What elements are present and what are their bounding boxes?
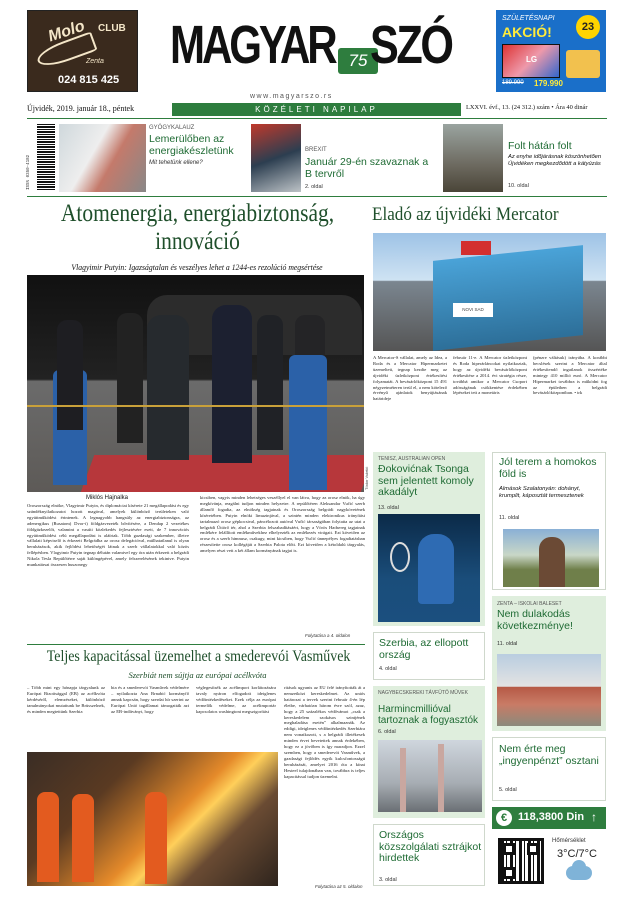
teaser1-sub: Mit tehetünk ellene? xyxy=(149,160,203,166)
person-putin xyxy=(147,315,189,460)
mercator-col3: (pénzre váltásuk) irányába. A korábbi becslések szerint a Mercator által értékesítendő ingatlanok összértéke mintegy 410 millió euró. A Mercator Hipermarket továbbra is működni fog az épületben a belgrádi bevásárlóközpontban. • trk xyxy=(533,355,607,396)
vasmu-subtitle: Szerbiát nem sújtja az európai acélkvóta xyxy=(128,670,267,680)
ad-molo-name2: CLUB xyxy=(98,23,126,34)
teaser3-sub: Az enyhe időjárásnak köszönhetően Újvidéken megkezdődött a kátyúzás xyxy=(508,154,602,167)
lead-body-col1: Oroszország elnöke, Vlagyimir Putyin, és diplomáciai kísérete 21 megállapodást és egy szándéknyilatkozatot hozott magával, amelyek különböző területeken való együttműködést érintenek. A legnagyobb hangsúly az energiabiztonságra, az adenergikus (Rusatom) Dvor-i) földgázvezeték bővítésére, a Dendap 2 vezetékes földgázkezelőt, valamint a vasúti közlekedés fejlesztésére esett, de 7 innovációs együttműködési célú megállapodást is aláírtak. Több gazdasági szakember, illetve vállalati képviselő is érkezett Belgrádba az orosz delegációval, múlhatatlanul is olyan beruházások, akik fejlődést lehetőségét látnak a szerb vállalatokkal való közös fellépésben. Vlagyimir Putyin tegnap délután valamivel egy óra után érkezett a belgrádi Nikola Tesla Repülőtérre saját különgépével, amely felszerelésének tekintve. Putyin munkatársai összesen huszonegy xyxy=(27,503,189,568)
farmer-shape xyxy=(539,537,565,587)
ad-brand: LG xyxy=(526,55,538,64)
barcode xyxy=(37,124,55,190)
mercator-building xyxy=(433,245,583,351)
logo-szo: SZÓ xyxy=(370,15,452,75)
homok-title: Jól terem a homokos föld is xyxy=(499,456,597,480)
ad-price: 179.990 xyxy=(534,79,563,88)
ad-molo-name1: Molo xyxy=(46,17,87,46)
vasmu-col2: bia és a smederevói Vasművek védelmére – nyilatkozta Ana Brnabić kormányfő annak kapcsán, hogy szerdai hír szerint az Európai Unió tagállamai támogatták azt az EB-indítványt, hogy xyxy=(111,685,189,714)
lead-body-col2: kicsiben, vagyis minden lehetséges veszéllyel el van látva, hogy az orosz elnök, ha úgy megkívánja, reagálni tudjon minden helyzetre. A repülőtéren Aleksandar Vučić szerb államfő fogadta, az elnökség tagjainak és Oroszország belgrádi nagykövetének kíséretében. Putyin elnöki limuzinjával, a szintén minden elektronikus irányítást tartalmazó orosz gépkocsival, páncélozott autóval Vučić társaságában folytatta az utat a belgrádi Úttörő tér, ahol a Szerbia felszabadításáért, hogy a Vörös Hadsereg tagjainak emlékére felállított emlékművekhez elhelyezték az emlékezés virágait. Ezt követően az orosz és a szerb himnusz, csakugy, mint kicsiben, hogy Vučić ünnepélyes fogadtatásban részesítette orosz kollégáját a Szerbia Palota előtt. Ezt követően a kétoldalú tárgyalás, amelyen részt vett a két állam kormányának tagjai is. xyxy=(200,495,365,554)
person-3 xyxy=(257,315,283,450)
arrow-up-icon: ↑ xyxy=(591,810,597,824)
ad-line2: AKCIÓ! xyxy=(502,24,552,40)
teaser2-page: 2. oldal xyxy=(305,184,323,190)
orszagos-title: Országos közszolgálati sztrájkot hirdettek xyxy=(379,829,482,864)
teaser3-page: 10. oldal xyxy=(508,183,529,189)
homok-photo xyxy=(503,529,599,587)
zenta-page: 11. oldal xyxy=(497,641,518,647)
homok-box[interactable] xyxy=(492,452,606,590)
player-shape xyxy=(418,534,454,604)
mercator-col2: február 11-e. A Mercator üzletközpont és Roda hiperárláncokat nyilatkoztak, hogy az újvidéki bevásárlóközpont értékesítése a 2014. évi stratégia része, továbbá amikor a Mercator Csoport adósságának csökkentése érdekében lépéseket tett a monetáris xyxy=(453,355,527,396)
qr-corner xyxy=(503,843,515,855)
date-line: Újvidék, 2019. január 18., péntek xyxy=(27,104,135,113)
vasmu-continued: Folytatása az 5. oldalon xyxy=(315,884,363,889)
djokovic-page: 13. oldal xyxy=(378,505,399,511)
weather-label: Hőmérséklet xyxy=(552,838,586,844)
mercator-banner: NOVI SAD xyxy=(453,303,493,317)
harminc-page: 6. oldal xyxy=(378,729,396,735)
divider xyxy=(27,196,607,197)
ad-birthday-sale[interactable] xyxy=(496,10,606,92)
ad-price-old: 189.990 xyxy=(502,80,524,86)
lead-photo-credit: Tódor Vuletić xyxy=(364,466,369,490)
divider xyxy=(27,644,365,645)
teaser1-title[interactable]: Lemerülőben az energiakészletünk xyxy=(149,133,234,157)
teaser2-title[interactable]: Január 29-én szavaznak a B tervről xyxy=(305,156,429,180)
euro-icon: € xyxy=(496,810,512,826)
ad-line1: SZÜLETÉSNAPI xyxy=(502,15,555,22)
lead-photo[interactable] xyxy=(27,275,364,492)
igyen-title: Nem érte meg „ingyenpénzt” osztani xyxy=(499,743,599,767)
szerbia-page: 4. oldal xyxy=(379,666,397,672)
lead-continued: Folytatása a 4. oldalon xyxy=(305,633,351,638)
djokovic-photo xyxy=(378,514,480,622)
logo-75-badge: 75 xyxy=(338,48,378,74)
logo[interactable] xyxy=(170,14,460,84)
lead-title[interactable]: Atomenergia, energiabiztonság, innováció xyxy=(60,200,335,255)
orszagos-page: 3. oldal xyxy=(379,877,397,883)
euro-rate: 118,3800 Din xyxy=(518,811,585,823)
harminc-tag: NAGYBECSKEREKI TÁVFŰTŐ MŰVEK xyxy=(378,690,468,696)
djokovic-box[interactable] xyxy=(373,452,485,626)
djokovic-tag: TENISZ, AUSTRALIAN OPEN xyxy=(378,456,446,462)
vasmu-photo[interactable] xyxy=(27,752,278,886)
weather-value: 3°C/7°C xyxy=(557,848,597,860)
vasmu-col1: – Több mint egy hónapja tárgyalunk az Európai Bizottsággal (EB) az acélkvóta kérdéséről, elemzéseket, különböző tanulmányokat mutattunk be Brüsszelnek, és minden megtettünk Szerbia xyxy=(27,685,105,714)
orszagos-box[interactable] xyxy=(373,824,485,886)
teaser3-title[interactable]: Folt hátán folt xyxy=(508,140,572,152)
szerbia-title: Szerbia, az ellopott ország xyxy=(379,637,469,661)
ad-molo-city: Zenta xyxy=(86,58,104,65)
qr-corner xyxy=(503,867,515,879)
ad-badge-23: 23 xyxy=(576,15,600,39)
lead-author: Miklós Hajnalka xyxy=(85,495,128,501)
chimney-2 xyxy=(438,744,444,812)
homok-page: 11. oldal xyxy=(499,515,520,521)
zenta-tag: ZENTA – ISKOLAI BALESET xyxy=(497,601,562,607)
worker-3 xyxy=(145,792,167,884)
issue-line: LXXVI. évf., 13. (24 312.) szám • Ára 40 dinár xyxy=(466,104,588,111)
issn: ISSN 0350-4182 xyxy=(27,154,31,190)
qr-code-icon[interactable] xyxy=(498,838,544,884)
igyen-page: 5. oldal xyxy=(499,787,517,793)
chimney-1 xyxy=(400,748,406,812)
worker-1 xyxy=(37,792,59,882)
divider xyxy=(27,118,607,119)
teaser2-tag: BREXIT xyxy=(305,147,327,153)
mercator-col1: A Mercator-S vállalat, amely az Idea, a Roda és a Mercator Hipermarketet üzemelteti, tegnap kezdte meg az újvidéki üzletközpont értékesítési folyamatát. A bevásárlóközpont 15 491 négyzetméteren terül el, a nem kötelező érvényű ajánlatok benyújtásának határideje xyxy=(373,355,447,402)
igyen-box[interactable] xyxy=(492,737,606,801)
harminc-title: Harmincmillióval tartoznak a fogyasztók xyxy=(378,704,479,726)
zenta-photo xyxy=(497,654,601,726)
homok-sub: Almások Szalatonyán: dohányt, krumplit, káposztát termesztenek xyxy=(499,486,584,499)
vasmu-col3: véglegesítsék az acélimport korlátozására tavaly nyáron elfogadott ideiglenes védőintézkedéseket. Ezek célja az európai termelők védelme, az acélimportár kapcsolatos washingtoni megszigorítást xyxy=(196,685,276,714)
zenta-box[interactable] xyxy=(492,596,606,731)
ad-molo-club[interactable] xyxy=(27,10,138,92)
website[interactable]: www.magyarszo.rs xyxy=(250,93,333,100)
ad-gift-image xyxy=(566,50,600,78)
logo-magyar: MAGYAR xyxy=(170,15,335,75)
vasmu-col4: ritások ugyanis az EU felé irányították át a nemzetközi kereskedelmet. Az uniós határozat a tervek szerint február 4-én lép életbe, várhatóan három évre szól, azaz, hogy a 25 százalékos védővámot „csak a kereskedelem szokásos szintjének meghaladása esetén” alkalmaznák. Az eddigi, ideiglenes védőintézkedés Szerbiára nem vonatkozott, s a belgrádi illetékesek minden érvet bevetettek annak érdekében, hogy ez a jövőben is így maradjon. Ezzel szemben, hogy a smederevói Vasművek, a gazdasági fejlődés egyik kulcsfontosságú beruházását, amelyet 2016 óta a kínai Hesteel tulajdonában van, továbbra is teljes kapacitással tudjon üzemelni. xyxy=(284,685,365,779)
person-vucic xyxy=(212,305,252,463)
lead-subtitle: Vlagyimir Putyin: Igazságtalan és veszélyes lehet a 1244-es rezolúció megsértése xyxy=(71,263,323,272)
racket-shape xyxy=(390,542,410,572)
teaser1-tag: GYÓGYKALAUZ xyxy=(149,125,195,131)
mercator-title[interactable]: Eladó az újvidéki Mercator xyxy=(372,204,559,225)
mercator-photo[interactable] xyxy=(373,233,606,351)
ad-molo-phone: 024 815 425 xyxy=(58,74,120,86)
zenta-title: Nem dulakodás következménye! xyxy=(497,608,573,632)
szerbia-box[interactable] xyxy=(373,632,485,680)
person-2 xyxy=(117,313,143,443)
vasmu-title[interactable]: Teljes kapacitással üzemelhet a smederevói Vasművek xyxy=(46,648,351,665)
worker-2 xyxy=(72,794,94,882)
harminc-box[interactable] xyxy=(373,686,485,818)
qr-corner xyxy=(527,843,539,855)
mercator-sign xyxy=(461,241,491,255)
guard-rail xyxy=(27,405,364,407)
person-1 xyxy=(57,320,83,430)
djokovic-title: Đokovićnak Tsonga sem jelentett komoly akadályt xyxy=(378,463,474,498)
subtitle-bar: KÖZÉLETI NAPILAP xyxy=(172,103,461,116)
guard-right xyxy=(289,355,327,490)
teaser-photo-brexit[interactable] xyxy=(251,124,301,192)
teaser-photo-women[interactable] xyxy=(59,124,146,192)
teaser-photo-road[interactable] xyxy=(443,124,503,192)
cloud-icon-puff xyxy=(572,860,586,874)
euro-rate-bar[interactable] xyxy=(492,807,606,829)
harminc-photo xyxy=(378,740,482,812)
